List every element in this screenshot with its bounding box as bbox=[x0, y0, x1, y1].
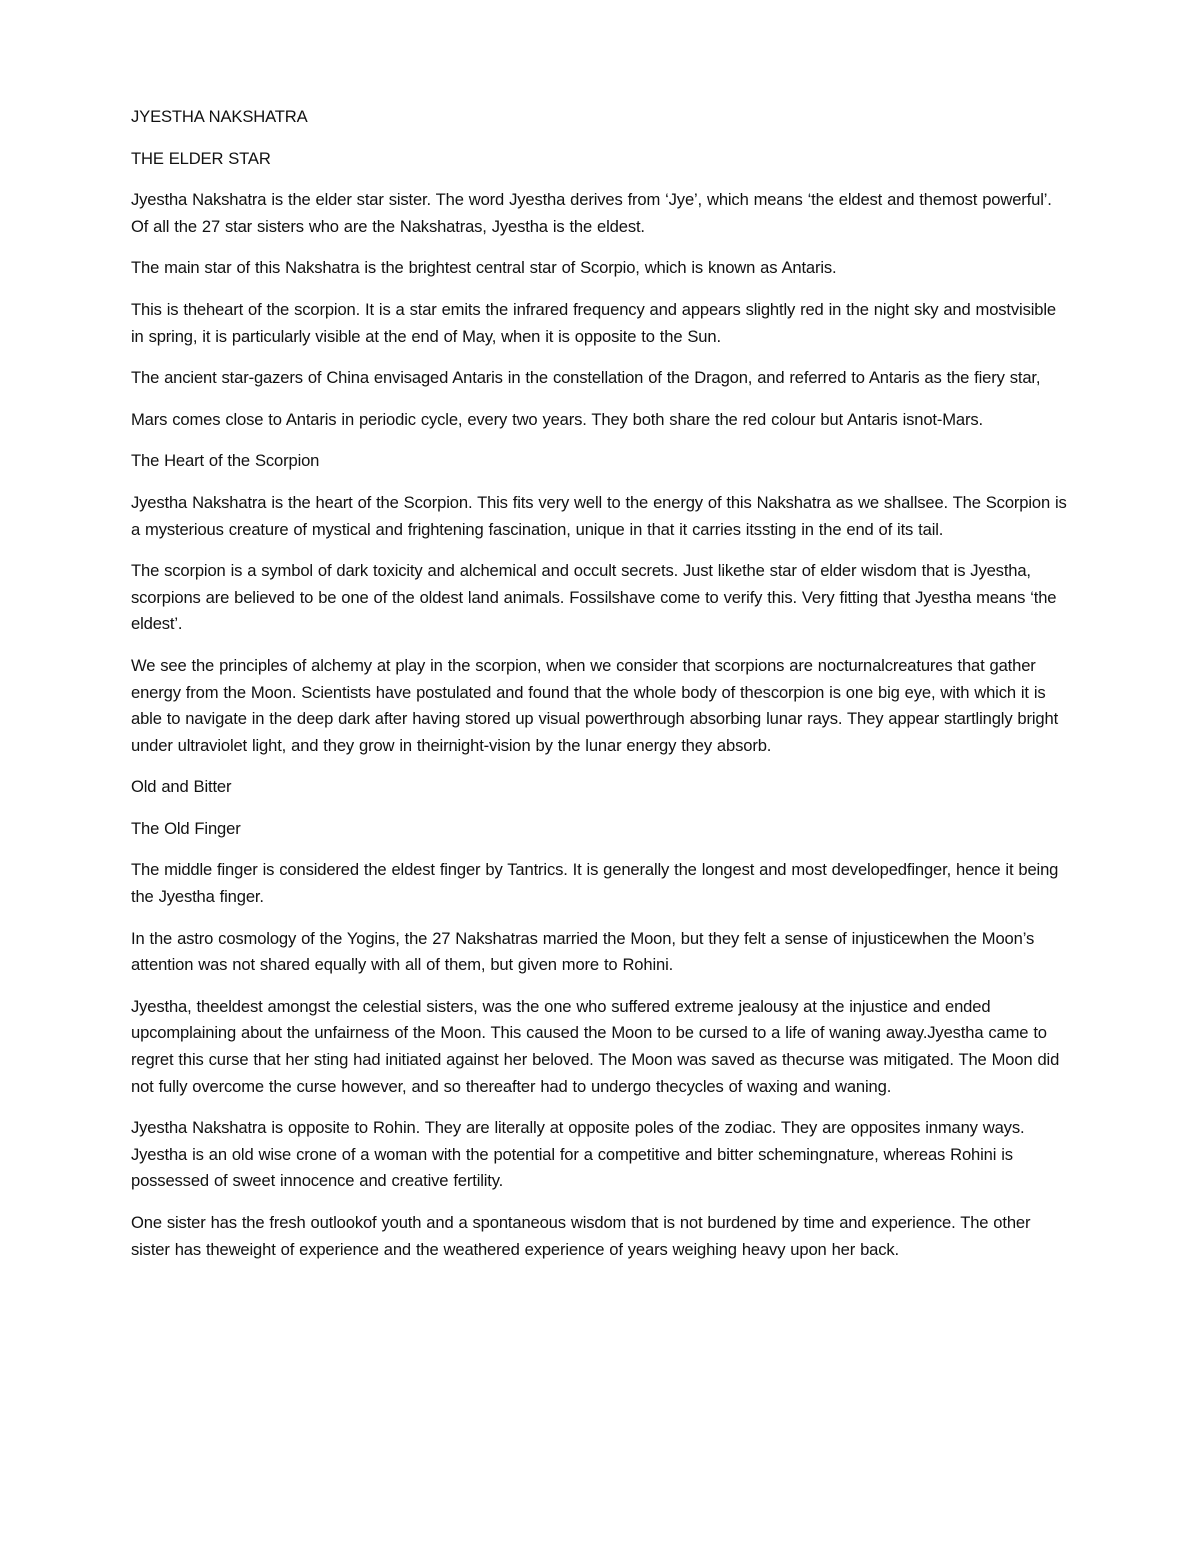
paragraph: Jyestha, theeldest amongst the celestial sisters, was the one who suffered extreme jealousy at the injustice and ended upcomplaining about the unfairness of the Moon. This caused the Moon to be cursed to a life of waning away.Jyestha came to regret this curse that her sting had initiated against her beloved. The Moon was saved as thecurse was mitigated. The Moon did not fully overcome the curse however, and so thereafter had to undergo thecycles of waxing and waning. bbox=[131, 996, 1060, 1096]
paragraph: Mars comes close to Antaris in periodic cycle, every two years. They both share the red colour but Antaris isnot-Mars. bbox=[131, 409, 983, 429]
paragraph: This is theheart of the scorpion. It is a star emits the infrared frequency and appears slightly red in the night sky and mostvisible in spring, it is particularly visible at the end of May, when it is opposite to the Sun. bbox=[131, 299, 1056, 346]
paragraph: Jyestha Nakshatra is the heart of the Scorpion. This fits very well to the energy of this Nakshatra as we shallsee. The Scorpion is a mysterious creature of mystical and frightening fascination, unique in that it carries itssting in the end of its tail. bbox=[131, 492, 1067, 539]
section-heading: The Old Finger bbox=[131, 818, 241, 838]
paragraph: Jyestha Nakshatra is opposite to Rohin. They are literally at opposite poles of the zodiac. They are opposites inmany ways. Jyestha is an old wise crone of a woman with the potential for a competitive and bitter schemingnature, whereas Rohini is possessed of sweet innocence and creative fertility. bbox=[131, 1118, 1025, 1191]
paragraph: We see the principles of alchemy at play in the scorpion, when we consider that scorpions are nocturnalcreatures that gather energy from the Moon. Scientists have postulated and found that the whole body of thescorpion is one big eye, with which it is able to navigate in the deep dark after having stored up visual powerthrough absorbing lunar rays. They appear startlingly bright under ultraviolet light, and they grow in theirnight-vision by the lunar energy they absorb. bbox=[131, 655, 1059, 755]
document-subtitle: THE ELDER STAR bbox=[131, 148, 271, 168]
paragraph: The scorpion is a symbol of dark toxicity and alchemical and occult secrets. Just likethe star of elder wisdom that is Jyestha, scorpions are believed to be one of the oldest land animals. Fossilshave come to verify this. Very fitting that Jyestha means ‘the eldest’. bbox=[131, 561, 1057, 634]
paragraph: The ancient star-gazers of China envisaged Antaris in the constellation of the Dragon, and referred to Antaris as the fiery star, bbox=[131, 368, 1041, 388]
paragraph: The main star of this Nakshatra is the brightest central star of Scorpio, which is known as Antaris. bbox=[131, 258, 837, 278]
document-title: JYESTHA NAKSHATRA bbox=[131, 107, 308, 126]
paragraph: In the astro cosmology of the Yogins, the 27 Nakshatras married the Moon, but they felt a sense of injusticewhen the Moon’s attention was not shared equally with all of them, but given more to Rohini. bbox=[131, 928, 1035, 975]
paragraph: The middle finger is considered the eldest finger by Tantrics. It is generally the longest and most developedfinger, hence it being the Jyestha finger. bbox=[131, 860, 1059, 907]
paragraph: One sister has the fresh outlookof youth and a spontaneous wisdom that is not burdened by time and experience. The other sister has theweight of experience and the weathered experience of years weighing heavy upon her back. bbox=[131, 1213, 1031, 1259]
document-body bbox=[131, 104, 1071, 1278]
section-heading: The Heart of the Scorpion bbox=[131, 451, 320, 471]
section-heading: Old and Bitter bbox=[131, 777, 232, 797]
paragraph: Jyestha Nakshatra is the elder star sister. The word Jyestha derives from ‘Jye’, which means ‘the eldest and themost powerful’. Of all the 27 star sisters who are the Nakshatras, Jyestha is the eldest. bbox=[131, 190, 1052, 236]
